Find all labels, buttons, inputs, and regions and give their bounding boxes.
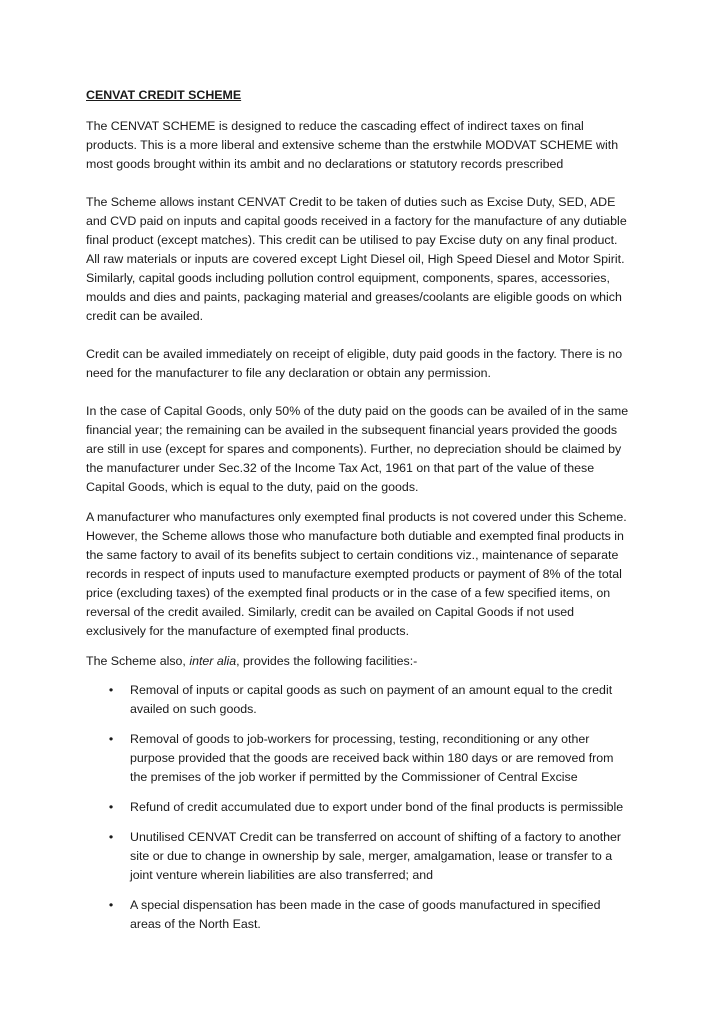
bullet-icon: • bbox=[108, 800, 114, 814]
paragraph-exempted-products: A manufacturer who manufactures only exempted final products is not covered under this Scheme. However, the Scheme allows those who manufacture both dutiable and exempted final products in the same factory to avail of its benefits subject to certain conditions viz., maintenance of separate records in respect of inputs used to manufacture exempted products or payment of 8% of the total price (excluding taxes) of the exempted final products or in the case of a few specified items, on reversal of the credit availed. Similarly, credit can be availed on Capital Goods if not used exclusively for the manufacture of exempted final products. bbox=[86, 510, 627, 638]
list-item bbox=[86, 896, 633, 934]
list-item-text: Removal of goods to job-workers for processing, testing, reconditioning or any other purpose provided that the goods are received back within 180 days or are removed from the premises of the job worker if permitted by the Commissioner of Central Excise bbox=[130, 732, 614, 784]
document-title: CENVAT CREDIT SCHEME bbox=[86, 88, 242, 102]
list-item-text: Refund of credit accumulated due to export under bond of the final products is permissible bbox=[130, 800, 624, 814]
paragraph-intro: The CENVAT SCHEME is designed to reduce the cascading effect of indirect taxes on final products. This is a more liberal and extensive scheme than the erstwhile MODVAT SCHEME with most goods brought within its ambit and no declarations or statutory records prescribed bbox=[86, 119, 619, 171]
facilities-intro-after: , provides the following facilities:- bbox=[236, 654, 418, 668]
paragraph-scheme-credit: The Scheme allows instant CENVAT Credit to be taken of duties such as Excise Duty, SED, ADE and CVD paid on inputs and capital goods received in a factory for the manufacture of any dutiable final product (except matches). This credit can be utilised to pay Excise duty on any final product. All raw materials or inputs are covered except Light Diesel oil, High Speed Diesel and Motor Spirit. Similarly, capital goods including pollution control equipment, components, spares, accessories, moulds and dies and paints, packaging material and greases/coolants are eligible goods on which credit can be availed. bbox=[86, 195, 627, 323]
list-item-text: A special dispensation has been made in the case of goods manufactured in specified areas of the North East. bbox=[130, 898, 601, 931]
facilities-intro bbox=[86, 652, 633, 671]
bullet-icon: • bbox=[108, 898, 114, 912]
bullet-icon: • bbox=[108, 732, 114, 746]
paragraph-capital-goods: In the case of Capital Goods, only 50% of the duty paid on the goods can be availed of in the same financial year; the remaining can be availed in the subsequent financial years provided the goods are still in use (except for spares and components). Further, no depreciation should be claimed by the manufacturer under Sec.32 of the Income Tax Act, 1961 on that part of the value of these Capital Goods, which is equal to the duty, paid on the goods. bbox=[86, 404, 629, 494]
list-item bbox=[86, 828, 633, 885]
facilities-list bbox=[86, 681, 633, 934]
facilities-intro-italic: inter alia bbox=[189, 654, 237, 668]
list-item bbox=[86, 798, 633, 817]
bullet-icon: • bbox=[108, 683, 114, 697]
bullet-icon: • bbox=[108, 830, 114, 844]
list-item bbox=[86, 681, 633, 719]
facilities-intro-before: The Scheme also, bbox=[86, 654, 190, 668]
list-item-text: Removal of inputs or capital goods as such on payment of an amount equal to the credit availed on such goods. bbox=[130, 683, 613, 716]
list-item-text: Unutilised CENVAT Credit can be transferred on account of shifting of a factory to another site or due to change in ownership by sale, merger, amalgamation, lease or transfer to a joint venture wherein liabilities are also transferred; and bbox=[130, 830, 622, 882]
list-item bbox=[86, 730, 633, 787]
paragraph-immediate-credit: Credit can be availed immediately on receipt of eligible, duty paid goods in the factory. There is no need for the manufacturer to file any declaration or obtain any permission. bbox=[86, 347, 623, 380]
